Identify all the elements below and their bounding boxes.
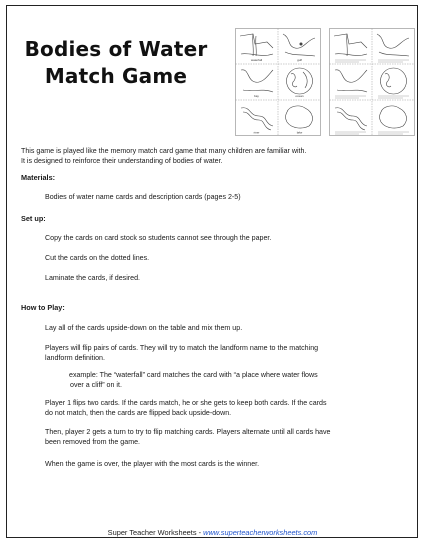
intro-line-2: It is designed to reinforce their understanding of bodies of water.: [21, 156, 223, 165]
card-label-bay: bay: [254, 94, 259, 98]
materials-text: Bodies of water name cards and description cards (pages 2-5): [45, 193, 241, 201]
card-label-lake: lake: [296, 130, 303, 135]
play-paragraph-4-line-2: been removed from the game.: [45, 437, 141, 446]
card-label-river: river: [253, 130, 260, 135]
title-line-1: Bodies of Water: [24, 37, 208, 61]
description-cards-thumbnail: [329, 28, 415, 136]
setup-heading: Set up:: [21, 214, 46, 223]
card-label-gulf: gulf: [297, 58, 302, 62]
footer: [0, 528, 425, 537]
play-paragraph-3: [45, 399, 413, 418]
play-paragraph-2-line-1: Players will flip pairs of cards. They will try to match the landform name to the matching: [45, 344, 319, 352]
play-paragraph-5: When the game is over, the player with the most cards is the winner.: [45, 460, 260, 468]
setup-step-1: Copy the cards on card stock so students cannot see through the paper.: [45, 234, 272, 242]
play-paragraph-2: [45, 344, 413, 363]
thumbnail-sheet-descriptions: [329, 28, 415, 136]
footer-site-link[interactable]: www.superteacherworksheets.com: [203, 528, 318, 537]
play-paragraph-4-line-1: Then, player 2 gets a turn to try to flip matching cards. Players alternate until all cards have: [45, 428, 331, 436]
play-paragraph-4: [45, 428, 413, 447]
worksheet-page: [6, 5, 418, 538]
thumbnail-sheet-names: [235, 28, 321, 136]
example-line-1: example: The “waterfall” card matches the card with “a place where water flows: [69, 371, 318, 379]
play-paragraph-2-line-2: landform definition.: [45, 353, 105, 362]
page-title: [21, 36, 211, 90]
play-paragraph-3-line-1: Player 1 flips two cards. If the cards match, he or she gets to keep both cards. If the cards: [45, 399, 327, 407]
setup-step-3: Laminate the cards, if desired.: [45, 274, 141, 282]
title-line-2: Match Game: [44, 64, 188, 88]
card-thumbnails: [235, 28, 415, 136]
example-note: [69, 371, 409, 390]
play-paragraph-1: Lay all of the cards upside-down on the table and mix them up.: [45, 324, 243, 332]
footer-text: Super Teacher Worksheets -: [107, 528, 204, 537]
card-label-waterfall: waterfall: [250, 58, 263, 62]
materials-heading: Materials:: [21, 173, 56, 182]
intro-paragraph: [21, 147, 416, 166]
name-cards-thumbnail: [235, 28, 321, 136]
play-paragraph-3-line-2: do not match, then the cards are flipped back upside-down.: [45, 408, 232, 417]
setup-step-2: Cut the cards on the dotted lines.: [45, 254, 150, 262]
how-to-play-heading: How to Play:: [21, 303, 65, 312]
example-line-2: over a cliff” on it.: [70, 380, 122, 389]
intro-line-1: This game is played like the memory match card game that many children are familiar with.: [21, 147, 307, 155]
card-label-ocean: ocean: [295, 94, 304, 98]
